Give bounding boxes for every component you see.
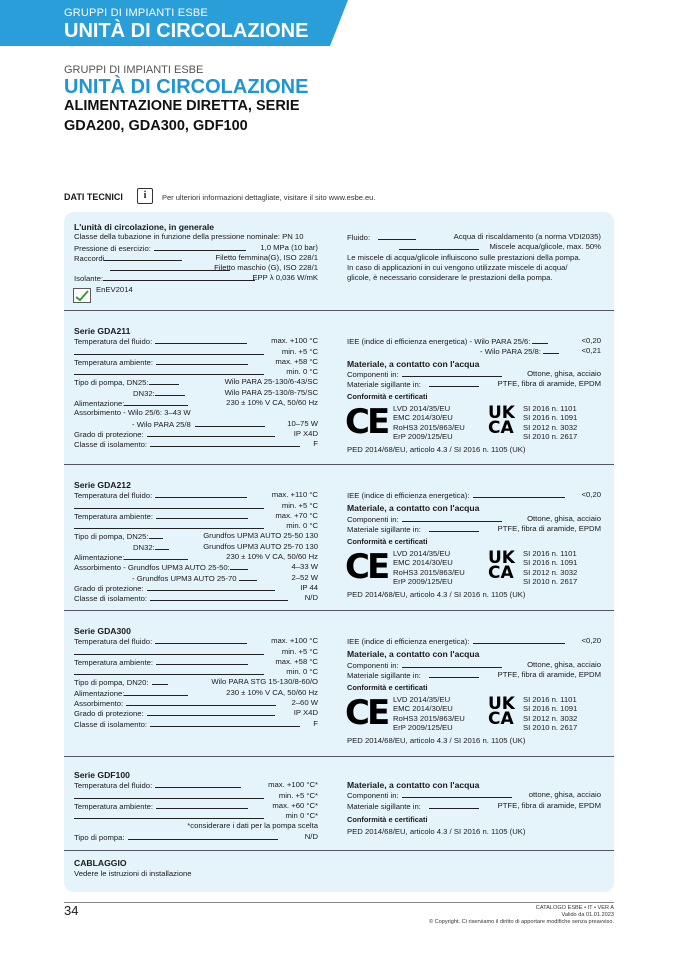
- gdf100-material-heading: Materiale, a contatto con l'acqua: [347, 780, 480, 790]
- gda212-protection: Grado di protezione: IP 44: [74, 582, 318, 593]
- separator: [64, 756, 614, 757]
- gda212-right: [347, 490, 601, 547]
- gda300-left: [74, 626, 318, 729]
- general-heading: L'unità di circolazione, in generale: [74, 222, 215, 232]
- gda212-fluid-max: Temperatura del fluido: max. +110 °C: [74, 490, 318, 501]
- header-title: UNITÀ DI CIRCOLAZIONE: [64, 20, 309, 42]
- separator: [64, 850, 614, 851]
- gda211-abs-1: Assorbimento - Wilo 25/6: 3–43 W: [74, 408, 191, 418]
- title-sub: GRUPPI DI IMPIANTI ESBE: [64, 64, 204, 76]
- title-line-2: GDA200, GDA300, GDF100: [64, 118, 248, 134]
- page-title: UNITÀ DI CIRCOLAZIONE: [64, 76, 309, 98]
- gda212-pump-dn32: DN32: Grundfos UPM3 AUTO 25-70 130: [133, 541, 318, 552]
- separator: [64, 464, 614, 465]
- gda211-amb-min: min. 0 °C: [74, 367, 318, 377]
- gda211-heading: Serie GDA211: [74, 326, 131, 336]
- gda211-pump-dn32: DN32: Wilo PARA 25-130/8-75/SC: [133, 387, 318, 398]
- gda211-directives: LVD 2014/35/EU EMC 2014/30/EU RoHS3 2015/863/EU ErP 2009/125/EU: [393, 404, 465, 442]
- gda300-abs: Assorbimento: 2–60 W: [74, 698, 318, 709]
- gdf100-seal: Materiale sigillante in: PTFE, fibra di aramide, EPDM: [347, 800, 601, 811]
- gda300-amb-max: Temperatura ambiente: max. +58 °C: [74, 656, 318, 667]
- gda211-right: [347, 336, 601, 403]
- gda212-directives: LVD 2014/35/EU EMC 2014/30/EU RoHS3 2015/863/EU ErP 2009/125/EU: [393, 549, 465, 587]
- gda212-seal: Materiale sigillante in: PTFE, fibra di aramide, EPDM: [347, 523, 601, 534]
- separator: [64, 610, 614, 611]
- gda212-iee: IEE (indice di efficienza energetica): <0,20: [347, 490, 601, 500]
- ukca-mark-icon: UK CA: [488, 694, 515, 729]
- gda300-fluid-min: min. +5 °C: [74, 647, 318, 657]
- gda300-insulation-class: Classe di isolamento: F: [74, 718, 318, 729]
- gdf100-conformity-heading: Conformità e certificati: [347, 814, 428, 824]
- gda300-amb-min: min. 0 °C: [74, 667, 318, 677]
- ce-mark-icon: CE: [345, 547, 388, 587]
- gda212-abs-1: Assorbimento - Grundfos UPM3 AUTO 25-50: 4–33 W: [74, 562, 318, 573]
- fluid-water: Fluido: Acqua di riscaldamento (a norma VDI2035): [347, 232, 601, 242]
- info-icon: i: [137, 188, 153, 204]
- gda211-pump-dn25: Tipo di pompa, DN25: Wilo PARA 25-130/6-43/SC: [74, 377, 318, 388]
- gda300-pump: Tipo di pompa, DN20: Wilo PARA STG 15-130/8-60/O: [74, 677, 318, 688]
- gda211-insulation-class: Classe di isolamento: F: [74, 439, 318, 450]
- cablaggio-text: Vedere le istruzioni di installazione: [74, 869, 192, 879]
- gda300-iee: IEE (indice di efficienza energetica): <0,20: [347, 636, 601, 646]
- gda300-right: [347, 636, 601, 693]
- gda212-si: SI 2016 n. 1101 SI 2016 n. 1091 SI 2012 n. 3032 SI 2010 n. 2617: [523, 549, 578, 587]
- dati-tecnici-note: Per ulteriori informazioni dettagliate, visitare il sito www.esbe.eu.: [162, 193, 376, 202]
- gda211-left: [74, 326, 318, 450]
- gda212-fluid-min: min. +5 °C: [74, 501, 318, 511]
- gdf100-left: [74, 770, 318, 842]
- gda211-fluid-min: min. +5 °C: [74, 347, 318, 357]
- gda300-seal: Materiale sigillante in: PTFE, fibra di aramide, EPDM: [347, 669, 601, 680]
- header-notch: [330, 0, 348, 46]
- gda211-material-heading: Materiale, a contatto con l'acqua: [347, 358, 480, 369]
- gda211-iee-2: - Wilo PARA 25/8: <0,21: [480, 346, 601, 357]
- gda212-abs-2: - Grundfos UPM3 AUTO 25-70 2–52 W: [132, 572, 318, 583]
- gda212-material-heading: Materiale, a contatto con l'acqua: [347, 503, 480, 514]
- gdf100-amb-max: Temperatura ambiente: max. +60 °C*: [74, 800, 318, 811]
- gdf100-ped: PED 2014/68/EU, articolo 4.3 / SI 2016 n. 1105 (UK): [347, 827, 526, 837]
- fluid-note-2: In caso di applicazioni in cui vengono utilizzate miscele di acqua/: [347, 262, 568, 272]
- gda300-material-heading: Materiale, a contatto con l'acqua: [347, 649, 480, 660]
- gdf100-heading: Serie GDF100: [74, 770, 130, 780]
- gda300-ped: PED 2014/68/EU, articolo 4.3 / SI 2016 n. 1105 (UK): [347, 736, 526, 745]
- footer-divider: [64, 902, 614, 903]
- gda212-insulation-class: Classe di isolamento: N/D: [74, 593, 318, 604]
- general-raccordi-f: Raccordi Filetto femmina(G), ISO 228/1: [74, 252, 318, 263]
- gda211-iee-1: IEE (indice di efficienza energetica) - Wilo PARA 25/6: <0,20: [347, 336, 601, 346]
- title-line-1: ALIMENTAZIONE DIRETTA, SERIE: [64, 98, 300, 114]
- gda211-amb-max: Temperatura ambiente: max. +58 °C: [74, 356, 318, 367]
- fluid-glycol: Miscele acqua/glicole, max. 50%: [347, 242, 601, 252]
- ukca-mark-icon: UK CA: [488, 403, 515, 438]
- gda211-power: Alimentazione: 230 ± 10% V CA, 50/60 Hz: [74, 398, 318, 409]
- gda211-conformity-heading: Conformità e certificati: [347, 392, 428, 402]
- gda300-protection: Grado di protezione: IP X4D: [74, 708, 318, 719]
- gda212-left: [74, 480, 318, 604]
- gda300-components: Componenti in: Ottone, ghisa, acciaio: [347, 659, 601, 670]
- gdf100-components: Componenti in: ottone, ghisa, acciaio: [347, 790, 601, 801]
- gda211-ped: PED 2014/68/EU, articolo 4.3 / SI 2016 n. 1105 (UK): [347, 445, 526, 454]
- general-left: [74, 222, 318, 295]
- fluid-note-1: Le miscele di acqua/glicole influiscono sulle prestazioni della pompa.: [347, 252, 581, 262]
- page-number: 34: [64, 903, 79, 918]
- gda300-conformity-heading: Conformità e certificati: [347, 683, 428, 693]
- gda211-seal: Materiale sigillante in: PTFE, fibra di aramide, EPDM: [347, 379, 601, 390]
- gda300-power: Alimentazione: 230 ± 10% V CA, 50/60 Hz: [74, 687, 318, 698]
- general-class: Classe della tubazione in funzione della pressione nominale: PN 10: [74, 232, 304, 242]
- gda300-fluid-max: Temperatura del fluido: max. +100 °C: [74, 636, 318, 647]
- cablaggio-heading: CABLAGGIO: [74, 858, 127, 868]
- enev-leaf-icon: [73, 288, 91, 303]
- general-pressure: Pressione di esercizio: 1,0 MPa (10 bar): [74, 242, 318, 253]
- ce-mark-icon: CE: [345, 402, 388, 442]
- gda211-protection: Grado di protezione: IP X4D: [74, 428, 318, 439]
- gda212-components: Componenti in: Ottone, ghisa, acciaio: [347, 513, 601, 524]
- gda212-amb-min: min. 0 °C: [74, 521, 318, 531]
- gda212-pump-dn25: Tipo di pompa, DN25: Grundfos UPM3 AUTO 25-50 130: [74, 531, 318, 542]
- gdf100-amb-min: min 0 °C*: [74, 811, 318, 821]
- general-enev: EnEV2014: [96, 284, 133, 294]
- gda212-heading: Serie GDA212: [74, 480, 131, 490]
- ukca-mark-icon: UK CA: [488, 548, 515, 583]
- gdf100-right: [347, 780, 601, 837]
- header-subtitle: GRUPPI DI IMPIANTI ESBE: [64, 7, 208, 19]
- dati-tecnici-label: DATI TECNICI: [64, 192, 123, 202]
- gdf100-pump: Tipo di pompa: N/D: [74, 831, 318, 842]
- general-raccordi-m: Filetto maschio (G), ISO 228/1: [74, 263, 318, 273]
- gdf100-fluid-max: Temperatura del fluido: max. +100 °C*: [74, 780, 318, 791]
- gda211-si: SI 2016 n. 1101 SI 2016 n. 1091 SI 2012 n. 3032 SI 2010 n. 2617: [523, 404, 578, 442]
- gda212-power: Alimentazione: 230 ± 10% V CA, 50/60 Hz: [74, 552, 318, 563]
- fluid-note-3: glicole, è necessario considerare le prestazioni della pompa.: [347, 273, 553, 283]
- general-insulation: Isolante: EPP λ 0,036 W/mK: [74, 273, 318, 284]
- gda211-abs-2: - Wilo PARA 25/8 10–75 W: [132, 418, 318, 429]
- gda211-components: Componenti in: Ottone, ghisa, acciaio: [347, 368, 601, 379]
- gdf100-note: *considerare i dati per la pompa scelta: [187, 821, 318, 831]
- gdf100-fluid-min: min. +5 °C*: [74, 791, 318, 801]
- gda211-fluid-max: Temperatura del fluido: max. +100 °C: [74, 336, 318, 347]
- cablaggio-section: [74, 858, 192, 880]
- footer-info: CATALOGO ESBE • IT • VER A Valido da 01.01.2023 © Copyright. Ci riserviamo il diritto di apportare modifiche senza preavviso.: [428, 905, 614, 925]
- gda300-directives: LVD 2014/35/EU EMC 2014/30/EU RoHS3 2015/863/EU ErP 2009/125/EU: [393, 695, 465, 733]
- separator: [64, 310, 614, 311]
- gda212-amb-max: Temperatura ambiente: max. +70 °C: [74, 510, 318, 521]
- general-right: [347, 232, 601, 283]
- gda300-heading: Serie GDA300: [74, 626, 131, 636]
- ce-mark-icon: CE: [345, 693, 388, 733]
- gda300-si: SI 2016 n. 1101 SI 2016 n. 1091 SI 2012 n. 3032 SI 2010 n. 2617: [523, 695, 578, 733]
- gda212-conformity-heading: Conformità e certificati: [347, 537, 428, 547]
- gda212-ped: PED 2014/68/EU, articolo 4.3 / SI 2016 n. 1105 (UK): [347, 590, 526, 599]
